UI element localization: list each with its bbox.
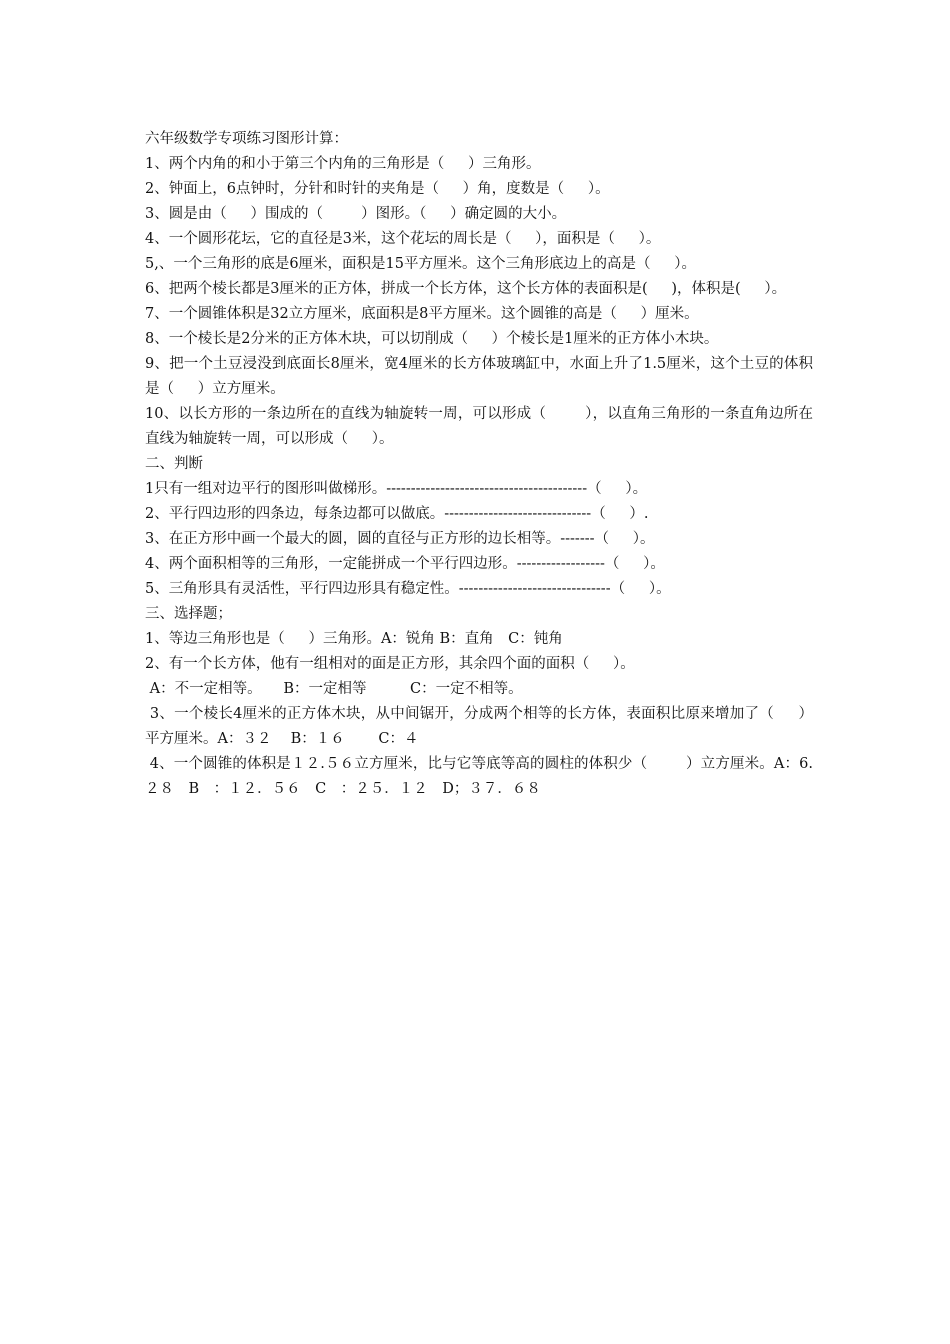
- judge-question-3: 3、在正方形中画一个最大的圆，圆的直径与正方形的边长相等。-------（ ）。: [145, 531, 655, 547]
- fill-in-question-8: 8、一个棱长是2分米的正方体木块，可以切削成（ ）个棱长是1厘米的正方体小木块。: [145, 331, 719, 347]
- choice-question-2: 2、有一个长方体，他有一组相对的面是正方形，其余四个面的面积（ ）。: [145, 656, 635, 672]
- choice-question-3: 3、一个棱长4厘米的正方体木块，从中间锯开，分成两个相等的长方体，表面积比原来增加了（ ）平方厘米。A：３２ B：１６ C：４: [145, 706, 813, 747]
- judge-question-4: 4、两个面积相等的三角形，一定能拼成一个平行四边形。------------------（ ）。: [145, 556, 665, 572]
- fill-in-question-3: 3、圆是由（ ）围成的（ ）图形。（ ）确定圆的大小。: [145, 206, 567, 222]
- choice-question-2-options: A：不一定相等。 B：一定相等 C：一定不相等。: [145, 681, 523, 697]
- judge-question-2: 2、平行四边形的四条边，每条边都可以做底。------------------------------（ ）.: [145, 506, 649, 522]
- worksheet-title: 六年级数学专项练习图形计算：: [145, 131, 348, 147]
- fill-in-question-7: 7、一个圆锥体积是32立方厘米，底面积是8平方厘米。这个圆锥的高是（ ）厘米。: [145, 306, 699, 322]
- worksheet: [145, 127, 813, 802]
- section-3-heading: 三、选择题；: [145, 606, 232, 622]
- fill-in-question-9: 9、把一个土豆浸没到底面长8厘米，宽4厘米的长方体玻璃缸中，水面上升了1.5厘米，这个土豆的体积是（ ）立方厘米。: [145, 356, 813, 397]
- choice-question-1: 1、等边三角形也是（ ）三角形。A：锐角 B：直角 C：钝角: [145, 631, 563, 647]
- fill-in-question-4: 4、一个圆形花坛，它的直径是3米，这个花坛的周长是（ ），面积是（ ）。: [145, 231, 661, 247]
- fill-in-question-6: 6、把两个棱长都是3厘米的正方体，拼成一个长方体，这个长方体的表面积是( )，体积是( ）。: [145, 281, 787, 297]
- fill-in-question-2: 2、钟面上，6点钟时，分针和时针的夹角是（ ）角，度数是（ ）。: [145, 181, 610, 197]
- judge-question-1: 1只有一组对边平行的图形叫做梯形。-----------------------------------------（ ）。: [145, 481, 648, 497]
- fill-in-question-10: 10、以长方形的一条边所在的直线为轴旋转一周，可以形成（ ），以直角三角形的一条直角边所在直线为轴旋转一周，可以形成（ ）。: [145, 406, 813, 447]
- fill-in-question-1: 1、两个内角的和小于第三个内角的三角形是（ ）三角形。: [145, 156, 541, 172]
- fill-in-question-5: 5,、一个三角形的底是6厘米，面积是15平方厘米。这个三角形底边上的高是（ ）。: [145, 256, 696, 272]
- section-2-heading: 二、判断: [145, 456, 203, 472]
- judge-question-5: 5、三角形具有灵活性，平行四边形具有稳定性。-------------------------------（ ）。: [145, 581, 671, 597]
- choice-question-4: 4、一个圆锥的体积是１２.５６立方厘米，比与它等底等高的圆柱的体积少（ ）立方厘米。A：6.２８ B ：１２．５６ C ：２５．１２ D；３７．６８: [145, 756, 814, 797]
